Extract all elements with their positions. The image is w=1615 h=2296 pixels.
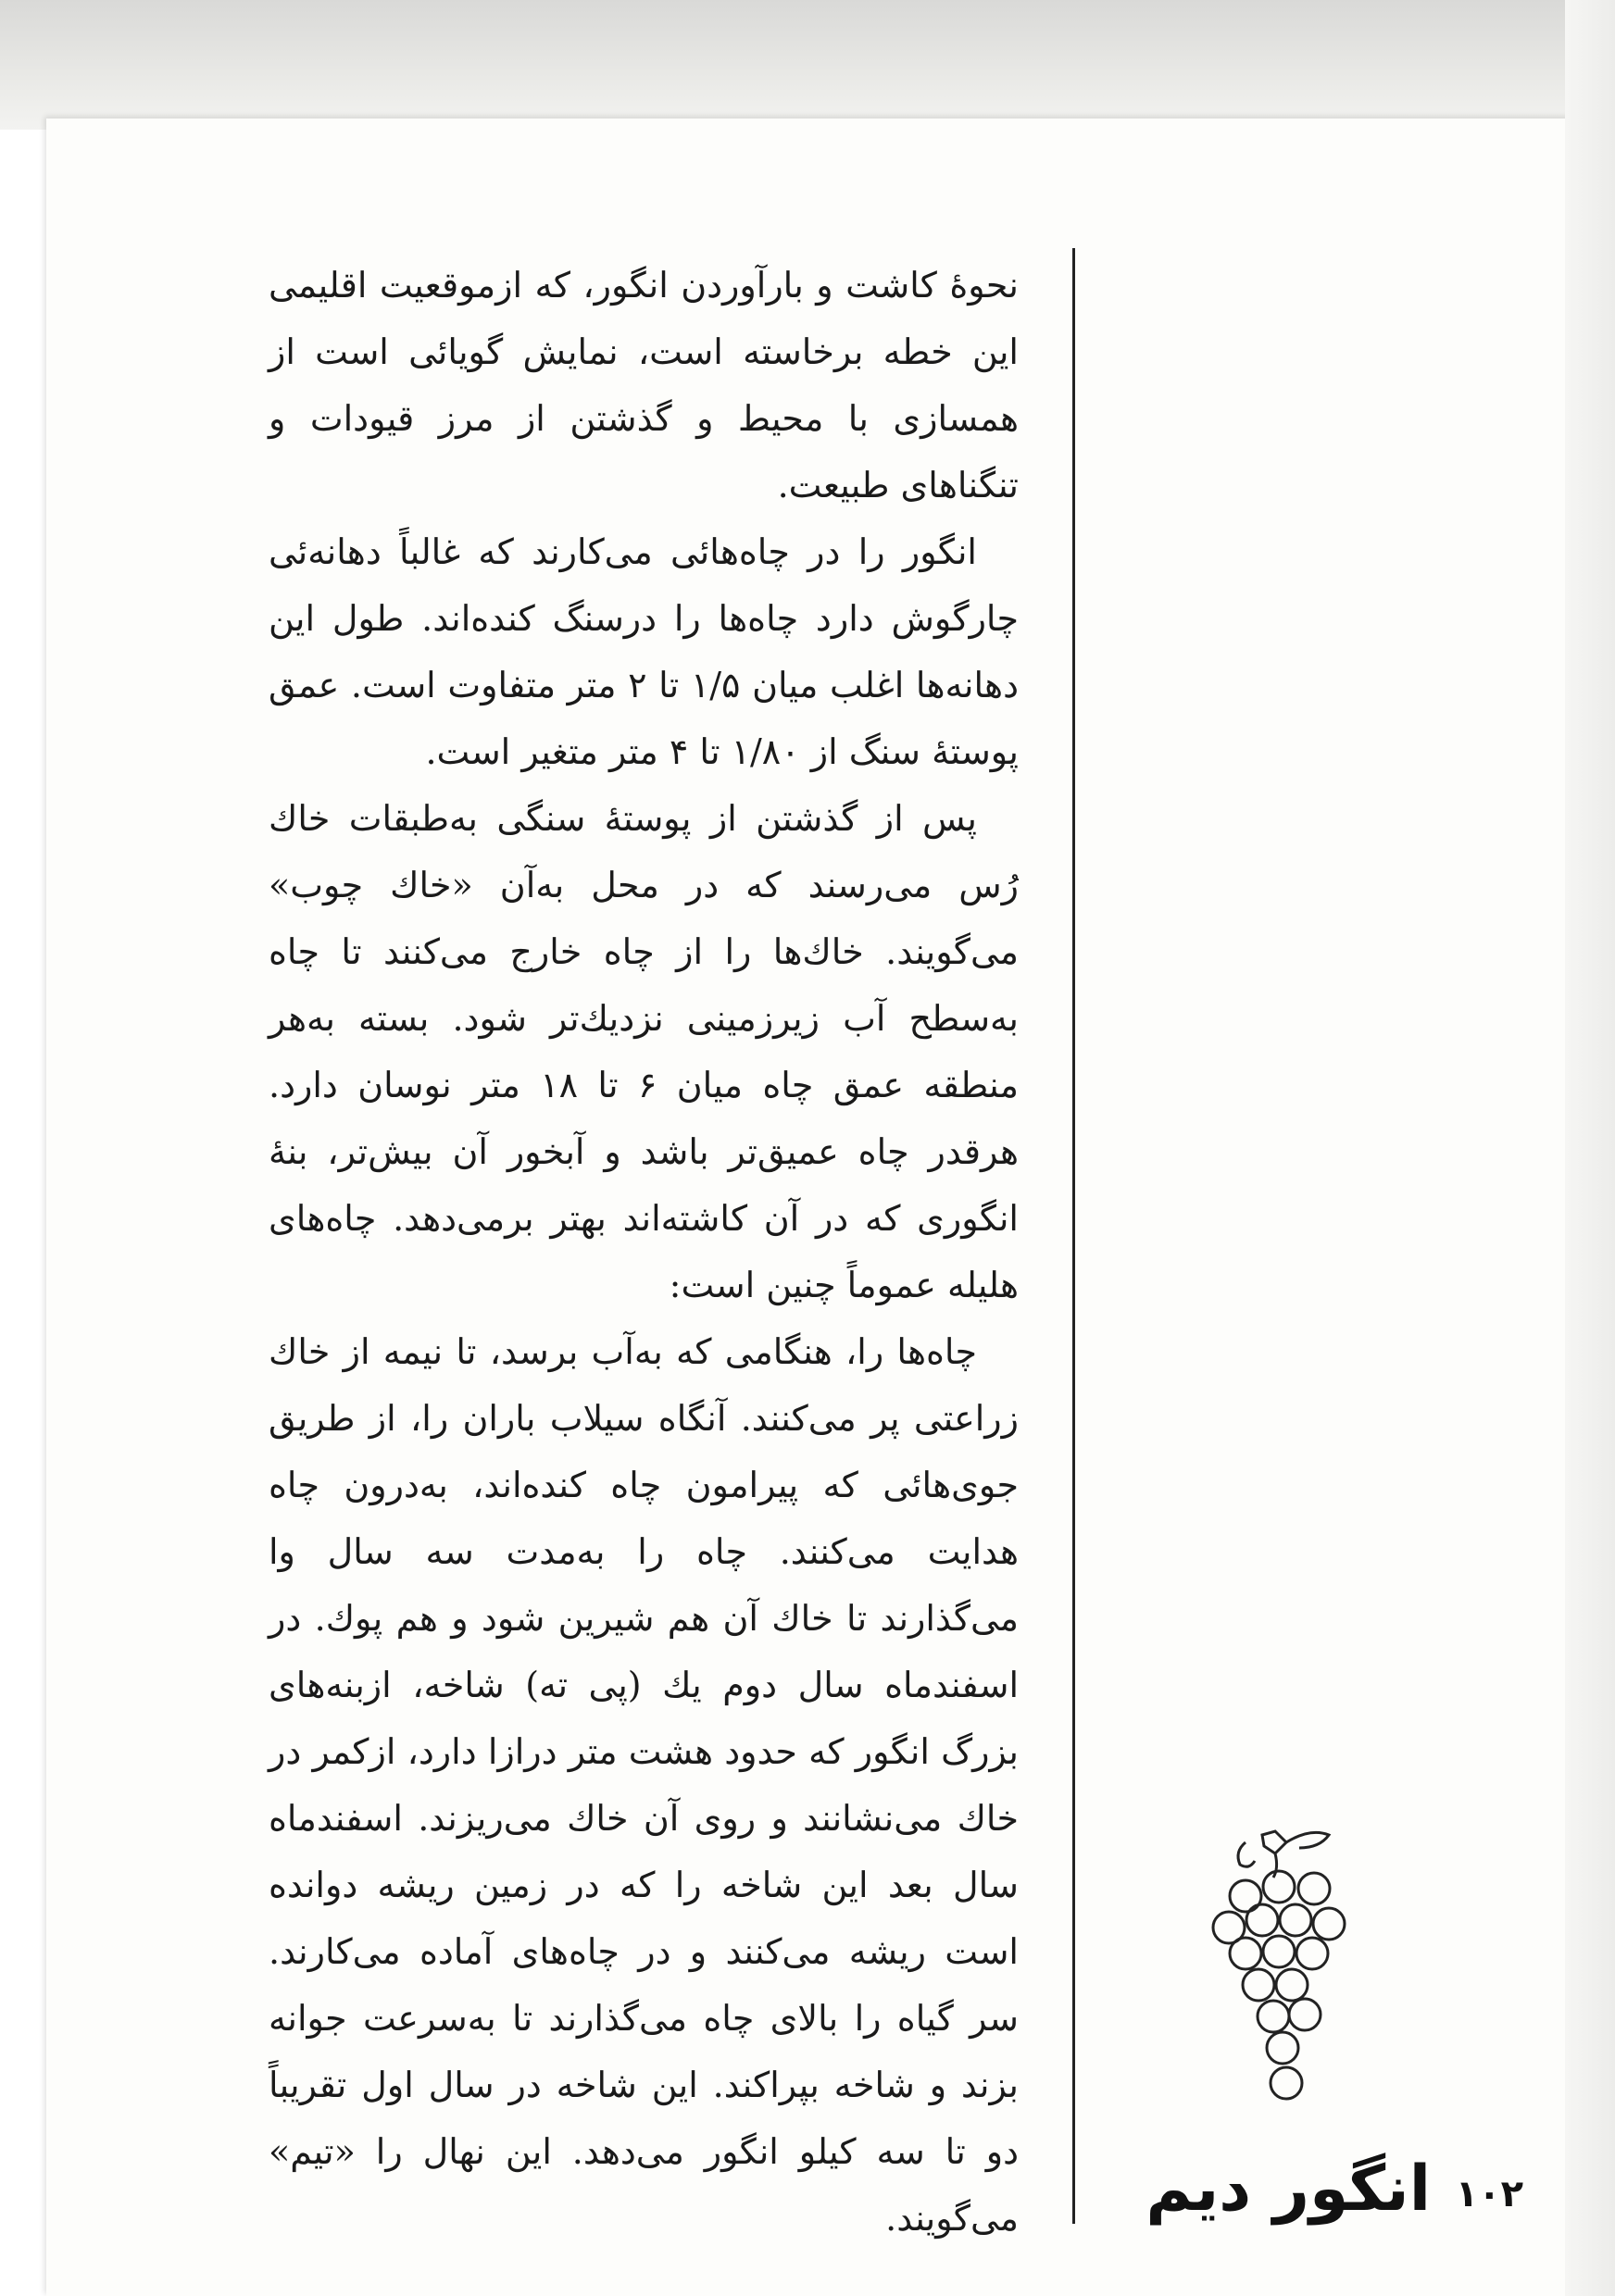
paragraph: انگور را در چاه‌هائی می‌کارند که غالباً دهانه‌ئی چارگوش دارد چاه‌ها را درسنگ کنده‌اند. طول این دهانه‌ها اغلب میان ۱/۵ تا ۲ متر متفاوت است. عمق پوستهٔ سنگ از ۱/۸۰ تا ۴ متر متغیر است.	[269, 531, 1019, 772]
column-divider	[1072, 248, 1075, 2224]
section-title: انگور دیم	[1146, 2152, 1431, 2226]
paragraph: نحوهٔ کاشت و بارآوردن انگور، که ازموقعیت اقلیمی این خطه برخاسته است، نمایش گویائی است از همسازی با محیط و گذشتن از مرز قیودات و تنگناهای طبیعت.	[269, 265, 1019, 505]
page-number: ۱۰۲	[1455, 2173, 1523, 2215]
scan-background-top	[0, 0, 1615, 130]
paragraph: چاه‌ها را، هنگامی که به‌آب برسد، تا نیمه از خاك زراعتی پر می‌کنند. آنگاه سیلاب باران را، از طریق جوی‌هائی که پیرامون چاه کنده‌اند، به‌درون چاه هدایت می‌کنند. چاه را به‌مدت سه سال وا می‌گذارند تا خاك آن هم شیرین شود و هم پوك. در اسفندماه سال دوم یك (پی ته) شاخه، ازبنه‌های بزرگ انگور که حدود هشت متر درازا دارد، ازکمر در خاك می‌نشانند و روی آن خاك می‌ریزند. اسفندماه سال بعد این شاخه را که در زمین ریشه دوانده است ریشه می‌کنند و در چاه‌های آماده می‌کارند. سر گیاه را بالای چاه می‌گذارند تا به‌سرعت جوانه بزند و شاخه بپراکند. این شاخه در سال اول تقریباً دو تا سه کیلو انگور می‌دهد. این نهال را «تیم» می‌گویند.	[269, 1331, 1019, 2239]
paragraph: پس از گذشتن از پوستهٔ سنگی به‌طبقات خاك رُس می‌رسند که در محل به‌آن «خاك چوب» می‌گویند. خاك‌ها را از چاه خارج می‌کنند تا چاه به‌سطح آب زیرزمینی نزدیك‌تر شود. بسته به‌هر منطقه عمق چاه میان ۶ تا ۱۸ متر نوسان دارد. هرقدر چاه عمیق‌تر باشد و آبخور آن بیش‌تر، بنهٔ انگوری که در آن کاشته‌اند بهتر برمی‌دهد. چاه‌های هلیله عموماً چنین است:	[269, 798, 1019, 1305]
body-text	[269, 252, 1019, 2252]
page-edge	[1565, 0, 1615, 2296]
grape-cluster-icon	[1190, 1824, 1361, 2120]
